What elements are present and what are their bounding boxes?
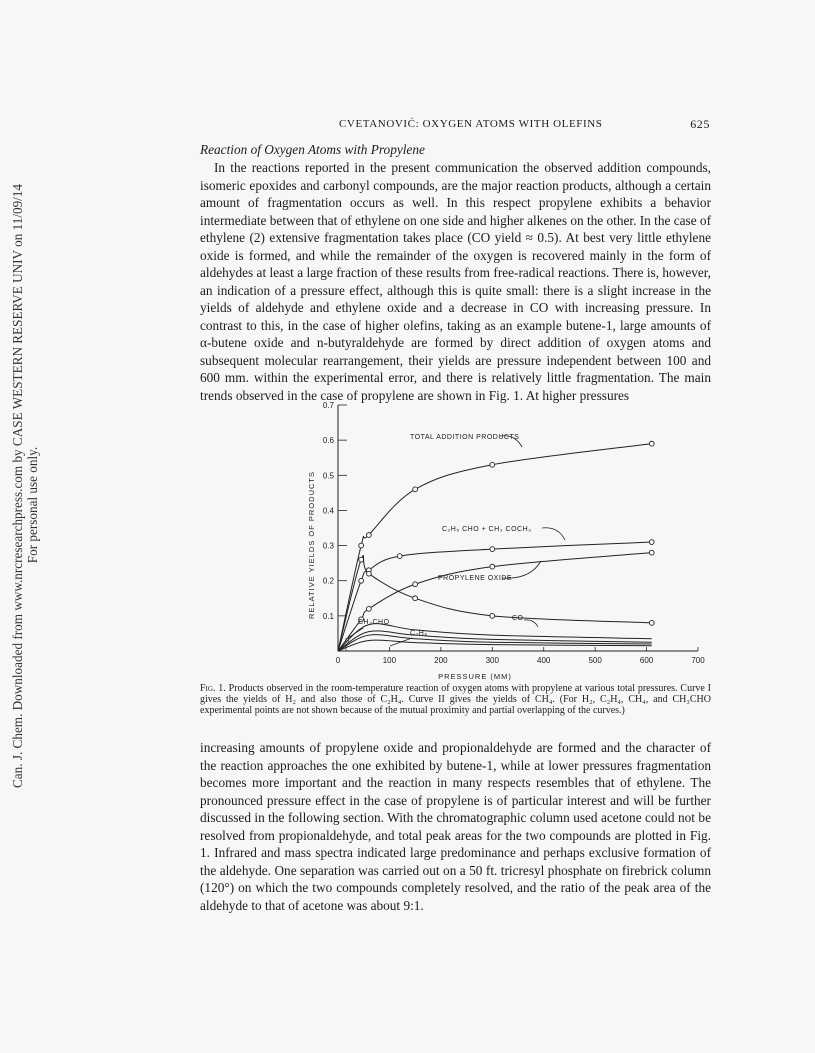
series-label: C₂H₅ CHO + CH₃ COCH₃	[442, 526, 532, 533]
data-point	[649, 550, 654, 555]
data-point	[359, 578, 364, 583]
figure-caption-label: Fig. 1.	[200, 683, 226, 694]
series-line	[338, 624, 652, 651]
data-point	[366, 533, 371, 538]
chart-points	[359, 441, 654, 625]
page-header	[200, 118, 710, 134]
data-point	[649, 540, 654, 545]
figure-caption	[200, 683, 711, 716]
y-tick-label: 0.5	[322, 471, 334, 481]
figure-caption-text: Products observed in the room-temperature reaction of oxygen atoms with propylene at various total pressures. Curve I gives the yields of H₂ and also those of C₂H₄. Curve II gives the yields of CH₄. (For H₂, C₂H₄, CH₄, and CH₃CHO experimental points are not shown because of the mutual proximity and partial overlapping of the curves.)	[200, 683, 712, 716]
series-label: II	[345, 638, 350, 645]
yield-chart	[290, 402, 730, 682]
article-body-top	[200, 159, 711, 404]
x-tick-label: 300	[485, 656, 499, 665]
chart-labels	[345, 434, 565, 653]
x-tick-label: 200	[434, 656, 448, 665]
y-tick-label: 0.7	[322, 402, 334, 410]
data-point	[413, 487, 418, 492]
section-title: Reaction of Oxygen Atoms with Propylene	[200, 142, 425, 157]
series-line	[338, 555, 652, 651]
x-tick-label: 600	[639, 656, 654, 665]
y-axis-label: RELATIVE YIELDS OF PRODUCTS	[307, 471, 316, 619]
data-point	[359, 543, 364, 548]
label-leader	[348, 628, 363, 638]
x-tick-label: 100	[382, 656, 397, 665]
x-axis-label: PRESSURE (MM)	[438, 672, 512, 681]
series-label: C₂H₆	[410, 630, 428, 637]
data-point	[490, 613, 495, 618]
data-point	[490, 462, 495, 467]
y-tick-label: 0.4	[322, 506, 334, 516]
running-head: CVETANOVIĆ: OXYGEN ATOMS WITH OLEFINS	[339, 118, 603, 130]
data-point	[490, 564, 495, 569]
series-label: PROPYLENE OXIDE	[438, 575, 513, 582]
download-notice-line-2: For personal use only.	[25, 446, 40, 564]
x-tick-label: 400	[537, 656, 551, 665]
data-point	[359, 557, 364, 562]
data-point	[413, 596, 418, 601]
series-line	[338, 542, 652, 651]
series-label: I	[345, 646, 348, 653]
y-tick-label: 0.6	[322, 436, 334, 446]
data-point	[490, 547, 495, 552]
paragraph: increasing amounts of propylene oxide and propionaldehyde are formed and the character of the reaction approaches the one exhibited by butene-1, while at lower pressures fragmentation becomes more important and the reaction in many respects resembles that of ethylene. The pronounced pressure effect in the case of propylene is of particular interest and will be further discussed in the following section. With the chromatographic column used acetone could not be resolved from propionaldehyde, and total peak areas for the two compounds are plotted in Fig. 1. Infrared and mass spectra indicated large predominance and perhaps exclusive formation of the aldehyde. One separation was carried out on a 50 ft. tricresyl phosphate on firebrick column (120°) on which the two compounds completely resolved, and the ratio of the peak area of the aldehyde to that of acetone was about 9:1.	[200, 740, 711, 913]
article-body-bottom	[200, 739, 711, 914]
series-line	[338, 635, 652, 651]
x-tick-label: 700	[691, 656, 705, 665]
data-point	[649, 620, 654, 625]
page-number: 625	[690, 117, 710, 131]
y-tick-label: 0.2	[322, 576, 334, 586]
data-point	[649, 441, 654, 446]
x-tick-label: 0	[335, 656, 341, 665]
y-tick-label: 0.1	[322, 611, 334, 621]
figure-1	[290, 402, 730, 682]
label-leader	[542, 528, 565, 540]
data-point	[366, 571, 371, 576]
series-label: TOTAL ADDITION PRODUCTS	[410, 434, 520, 441]
label-leader	[524, 620, 538, 627]
series-label: CO	[512, 615, 524, 622]
data-point	[413, 582, 418, 587]
paragraph: In the reactions reported in the present communication the observed addition compounds, isomeric epoxides and carbonyl compounds, are the major reaction products, although a certain amount of fragmentation occurs as well. In this respect propylene exhibits a behavior intermediate between that of ethylene on one side and higher alkenes on the other. In the case of ethylene (2) extensive fragmentation takes place (CO yield ≈ 0.5). At best very little ethylene oxide is formed, and while the remainder of the oxygen is recovered mainly in the form of aldehydes at least a large fraction of these results from free-radical reactions. There is, however, an indication of a pressure effect, although this is quite small: there is a slight increase in the yields of aldehyde and ethylene oxide and a decrease in CO with increasing pressure. In contrast to this, in the case of higher olefins, taking as an example butene-1, large amounts of α-butene oxide and n-butyraldehyde are formed by direct addition of oxygen atoms and subsequent molecular rearrangement, their yields are pressure independent between 100 and 600 mm. within the experimental error, and there is relatively little fragmentation. The main trends observed in the case of propylene are shown in Fig. 1. At higher pressures	[200, 160, 712, 403]
series-label: CH₃CHO	[358, 619, 390, 626]
data-point	[366, 606, 371, 611]
download-notice	[8, 183, 42, 788]
y-tick-label: 0.3	[322, 541, 334, 551]
x-tick-label: 500	[588, 656, 602, 665]
download-notice-line-1: Can. J. Chem. Downloaded from www.nrcresearchpress.com by CASE WESTERN RESERVE UNIV on 11/09/14	[10, 183, 25, 788]
data-point	[397, 554, 402, 559]
